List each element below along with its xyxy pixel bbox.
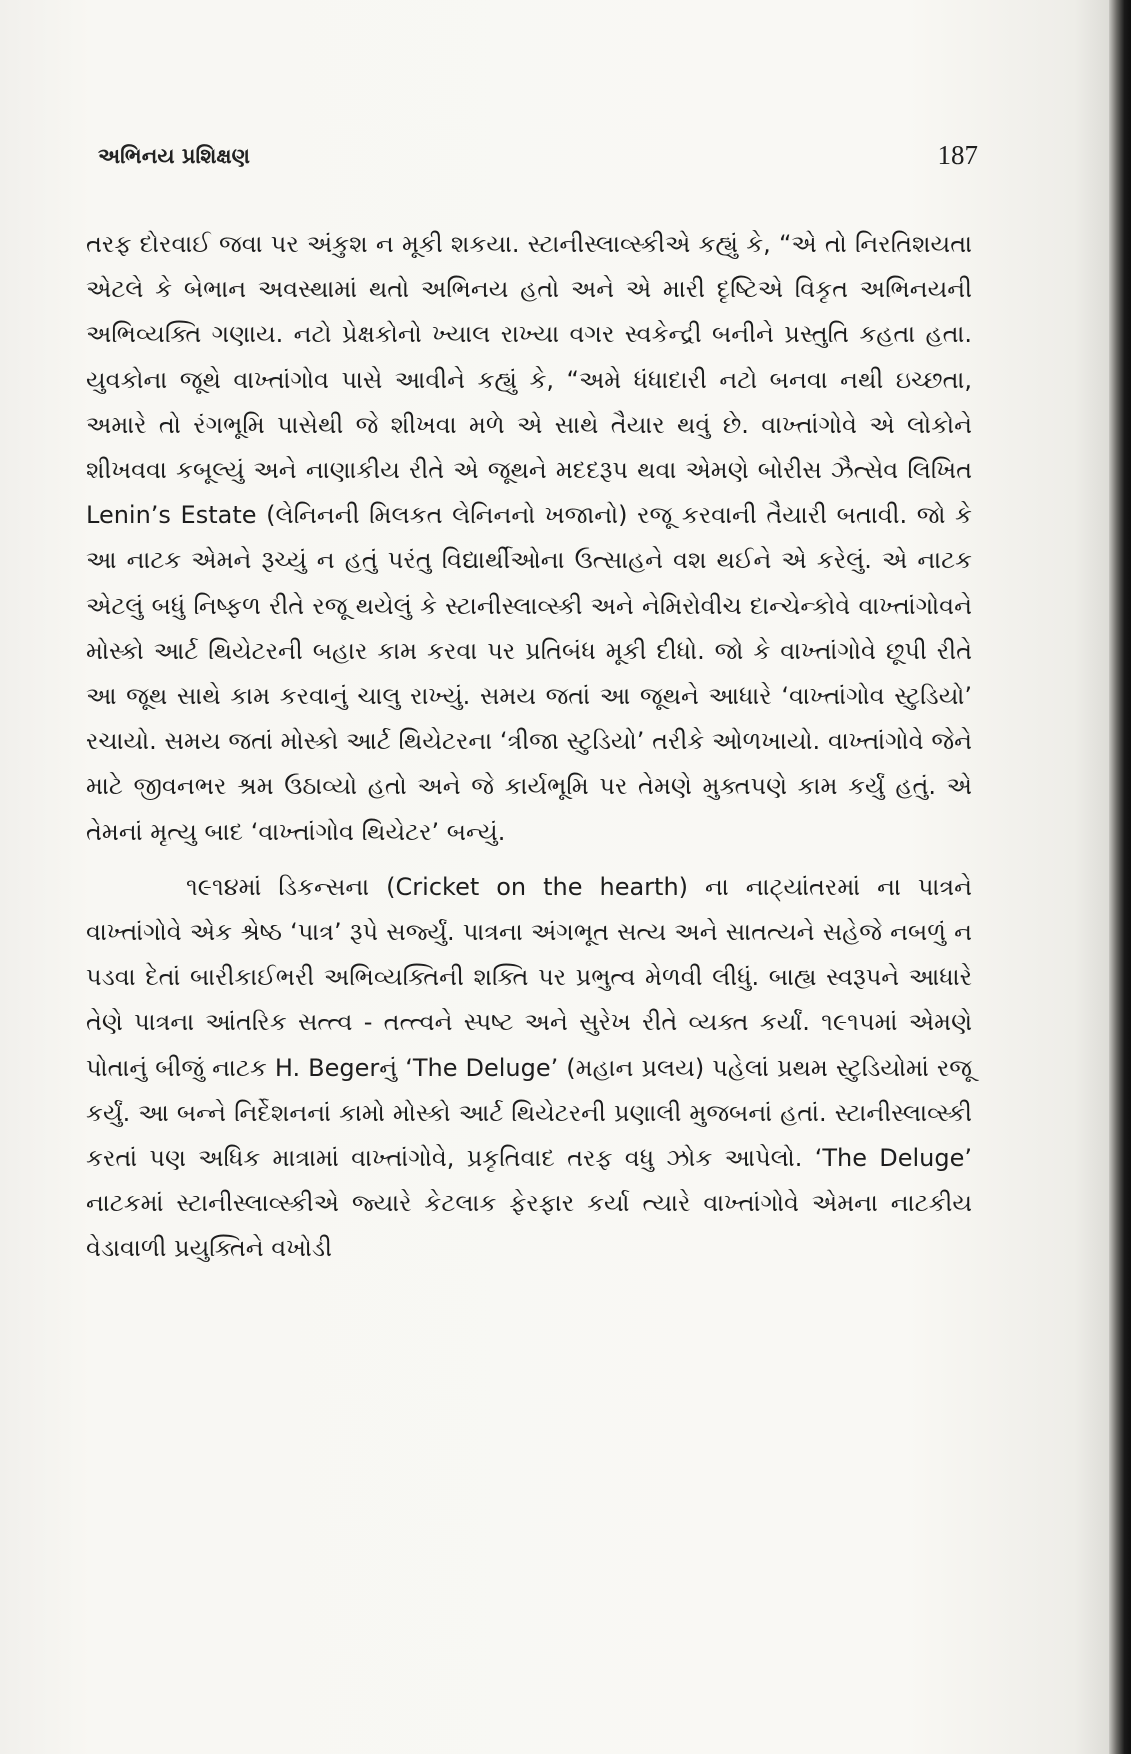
running-head-title: અભિનય પ્રશિક્ષણ <box>98 144 250 168</box>
paragraph: ૧૯૧૪માં ડિકન્સના (Cricket on the hearth) ના નાટ્યાંતરમાં ના પાત્રને વાખ્તાંગોવે એક શ્રેષ્ઠ ‘પાત્ર’ રૂપે સર્જ્યું. પાત્રના અંગભૂત સત્ય અને સાતત્યને સહેજે નબળું ન પડવા દેતાં બારીકાઈભરી અભિવ્યક્તિની શક્તિ પર પ્રભુત્વ મેળવી લીધું. બાહ્ય સ્વરૂપને આધારે તેણે પાત્રના આંતરિક સત્ત્વ - તત્ત્વને સ્પષ્ટ અને સુરેખ રીતે વ્યક્ત કર્યાં. ૧૯૧૫માં એમણે પોતાનું બીજું નાટક H. Begerનું ‘The Deluge’ (મહાન પ્રલય) પહેલાં પ્રથમ સ્ટુડિયોમાં રજૂ કર્યું. આ બન્ને નિર્દેશનનાં કામો મોસ્કો આર્ટ થિયેટરની પ્રણાલી મુજબનાં હતાં. સ્ટાનીસ્લાવ્સ્કી કરતાં પણ અધિક માત્રામાં વાખ્તાંગોવે, પ્રકૃતિવાદ તરફ વધુ ઝોક આપેલો. ‘The Deluge’ નાટકમાં સ્ટાનીસ્લાવ્સ્કીએ જ્યારે કેટલાક ફેરફાર કર્યા ત્યારે વાખ્તાંગોવે એમના નાટકીય વેડાવાળી પ્રયુક્તિને વખોડી <box>86 872 973 1263</box>
page-number: 187 <box>937 140 978 170</box>
running-header <box>98 140 978 180</box>
page-edge-shadow <box>1109 0 1131 1754</box>
paragraph: તરફ દોરવાઈ જવા પર અંકુશ ન મૂકી શકયા. સ્ટાનીસ્લાવ્સ્કીએ કહ્યું કે, “એ તો નિરતિશયતા એટલે કે બેભાન અવસ્થામાં થતો અભિનય હતો અને એ મારી દૃષ્ટિએ વિકૃત અભિનયની અભિવ્યક્તિ ગણાય. નટો પ્રેક્ષકોનો ખ્યાલ રાખ્યા વગર સ્વકેન્દ્રી બનીને પ્રસ્તુતિ કહતા હતા. યુવકોના જૂથે વાખ્તાંગોવ પાસે આવીને કહ્યું કે, “અમે ધંધાદારી નટો બનવા નથી ઇચ્છતા, અમારે તો રંગભૂમિ પાસેથી જે શીખવા મળે એ સાથે તૈયાર થવું છે. વાખ્તાંગોવે એ લોકોને શીખવવા કબૂલ્યું અને નાણાકીય રીતે એ જૂથને મદદરૂપ થવા એમણે બોરીસ ઝૈત્સેવ લિખિત Lenin’s Estate (લેનિનની મિલકત લેનિનનો ખજાનો) રજૂ કરવાની તૈયારી બતાવી. જો કે આ નાટક એમને રૂચ્યું ન હતું પરંતુ વિદ્યાર્થીઓના ઉત્સાહને વશ થઈને એ કરેલું. એ નાટક એટલું બધું નિષ્ફળ રીતે રજૂ થયેલું કે સ્ટાનીસ્લાવ્સ્કી અને નેમિરોવીચ દાન્ચેન્કોવે વાખ્તાંગોવને મોસ્કો આર્ટ થિયેટરની બહાર કામ કરવા પર પ્રતિબંધ મૂકી દીધો. જો કે વાખ્તાંગોવે છૂપી રીતે આ જૂથ સાથે કામ કરવાનું ચાલુ રાખ્યું. સમય જતાં આ જૂથને આધારે ‘વાખ્તાંગોવ સ્ટુડિયો’ રચાયો. સમય જતાં મોસ્કો આર્ટ થિયેટરના ‘ત્રીજા સ્ટુડિયો’ તરીકે ઓળખાયો. વાખ્તાંગોવે જેને માટે જીવનભર શ્રમ ઉઠાવ્યો હતો અને જે કાર્યભૂમિ પર તેમણે મુક્તપણે કામ કર્યું હતું. એ તેમનાં મૃત્યુ બાદ ‘વાખ્તાંગોવ થિયેટર’ બન્યું. <box>86 230 972 846</box>
body-text <box>86 222 972 1272</box>
